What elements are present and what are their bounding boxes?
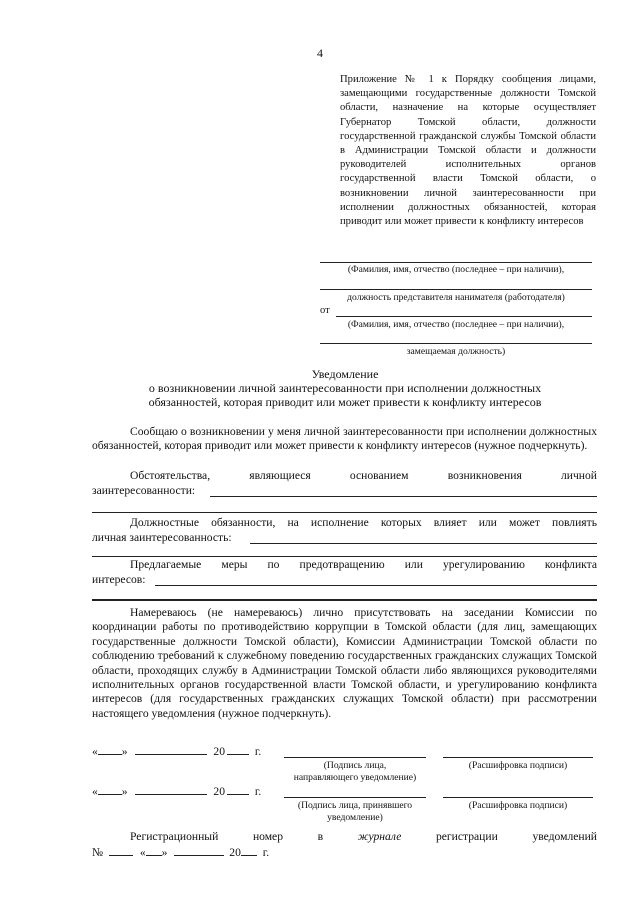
doc-subtitle-1: о возникновении личной заинтересованности при исполнении должностных: [148, 381, 542, 395]
quote-close: »: [161, 846, 168, 859]
number-sign: №: [92, 846, 104, 859]
caption-decode-2: (Расшифровка подписи): [468, 800, 568, 811]
year-suffix: г.: [262, 846, 270, 859]
reg-word-4: журнале: [357, 830, 402, 843]
caption-receiver-2: уведомление): [327, 812, 383, 823]
year-suffix: г.: [254, 785, 262, 798]
measures-field-2[interactable]: [92, 599, 597, 601]
caption-position-employer: должность представителя нанимателя (работодателя): [347, 292, 565, 303]
date-row-2: [92, 785, 261, 798]
attendance-paragraph: Намереваюсь (не намереваюсь) лично присутствовать на заседании Комиссии по координации работы по противодействию коррупции в Томской области (для лиц, замещающих государственные должности Томской области), Комиссии Администрации Томской области по соблюдению требований к служебному поведению государственных гражданских служащих Томской области, проходящих службу в Администрации Томской области либо являющихся руководителями исполнительных органов государственной власти Томской области, и урегулированию конфликта интересов (для государственных гражданских служащих Томской области) при рассмотрении настоящего уведомления (нужное подчеркнуть).: [92, 606, 597, 720]
reg-word-1: Регистрационный: [130, 830, 219, 843]
page-number: 4: [317, 46, 323, 60]
day-blank-1[interactable]: [98, 754, 122, 755]
date-row-1: [92, 745, 261, 758]
duties-field-2[interactable]: [92, 556, 597, 557]
quote-open: «: [92, 785, 98, 798]
reg-day-blank[interactable]: [146, 855, 162, 856]
reg-word-3: в: [317, 830, 324, 843]
recipient-position-line[interactable]: [320, 289, 592, 290]
month-blank-2[interactable]: [135, 794, 207, 795]
receiver-decode-line[interactable]: [443, 797, 593, 798]
measures-line: Предлагаемые меры по предотвращению или урегулированию конфликта: [130, 558, 597, 571]
quote-open: «: [92, 745, 98, 758]
year-suffix: г.: [254, 745, 262, 758]
paragraph-intro: Сообщаю о возникновении у меня личной заинтересованности при исполнении должностных обязанностей, которая приводит или может привести к конфликту интересов (нужное подчеркнуть).: [92, 425, 597, 453]
circumstances-text: [92, 469, 597, 483]
duties-field-1[interactable]: [250, 543, 597, 544]
circumstances-field-2[interactable]: [92, 512, 597, 513]
month-blank-1[interactable]: [135, 754, 207, 755]
doc-title: Уведомление: [311, 367, 379, 381]
caption-receiver: (Подпись лица, принявшего: [297, 800, 413, 811]
duties-text: [92, 516, 597, 530]
doc-subtitle-2: обязанностей, которая приводит или может привести к конфликту интересов: [148, 395, 542, 409]
circumstances-field-1[interactable]: [210, 496, 597, 497]
year-prefix: 20: [229, 846, 241, 859]
circumstances-label: заинтересованности:: [92, 484, 196, 497]
reg-month-blank[interactable]: [174, 855, 224, 856]
caption-signer: (Подпись лица,: [323, 760, 387, 771]
reg-word-2: номер: [252, 830, 283, 843]
measures-label: интересов:: [92, 573, 146, 586]
year-blank-1[interactable]: [227, 754, 249, 755]
registration-line: [130, 830, 597, 844]
measures-field-1[interactable]: [155, 585, 597, 586]
caption-name-2: (Фамилия, имя, отчество (последнее – при наличии),: [347, 319, 565, 330]
receiver-signature-line[interactable]: [284, 797, 426, 798]
caption-position-2: замещаемая должность): [406, 346, 506, 357]
reg-number-blank[interactable]: [109, 855, 133, 856]
circumstances-line: Обстоятельства, являющиеся основанием возникновения личной: [130, 469, 597, 482]
signer-signature-line[interactable]: [284, 757, 426, 758]
quote-open: «: [139, 846, 146, 859]
reg-word-5: регистрации: [435, 830, 498, 843]
measures-text: [92, 558, 597, 572]
quote-close: »: [121, 785, 128, 798]
sender-name-line[interactable]: [336, 316, 592, 317]
sender-position-line[interactable]: [320, 343, 592, 344]
quote-close: »: [121, 745, 128, 758]
from-label: от: [320, 305, 330, 316]
year-prefix: 20: [213, 785, 225, 798]
caption-signer-2: направляющего уведомление): [293, 772, 417, 783]
appendix-note: Приложение № 1 к Порядку сообщения лицами, замещающими государственные должности Томской области, назначение на которые осуществляет Губернатор Томской области, должности государственной гражданской службы Томской области в Администрации Томской области и должности руководителей исполнительных органов государственной власти Томской области, о возникновении личной заинтересованности при исполнении должностных обязанностей, которая приводит или может привести к конфликту интересов: [340, 74, 596, 228]
caption-name-1: (Фамилия, имя, отчество (последнее – при наличии),: [347, 264, 565, 275]
signer-decode-line[interactable]: [443, 757, 593, 758]
caption-decode: (Расшифровка подписи): [468, 760, 568, 771]
duties-label: личная заинтересованность:: [92, 531, 232, 544]
reg-word-6: уведомлений: [532, 830, 597, 843]
year-blank-2[interactable]: [227, 794, 249, 795]
day-blank-2[interactable]: [98, 794, 122, 795]
reg-year-blank[interactable]: [241, 855, 257, 856]
registration-number-row: [92, 846, 269, 859]
year-prefix: 20: [213, 745, 225, 758]
recipient-name-line[interactable]: [320, 262, 592, 263]
duties-line: Должностные обязанности, на исполнение которых влияет или может повлиять: [130, 516, 597, 529]
